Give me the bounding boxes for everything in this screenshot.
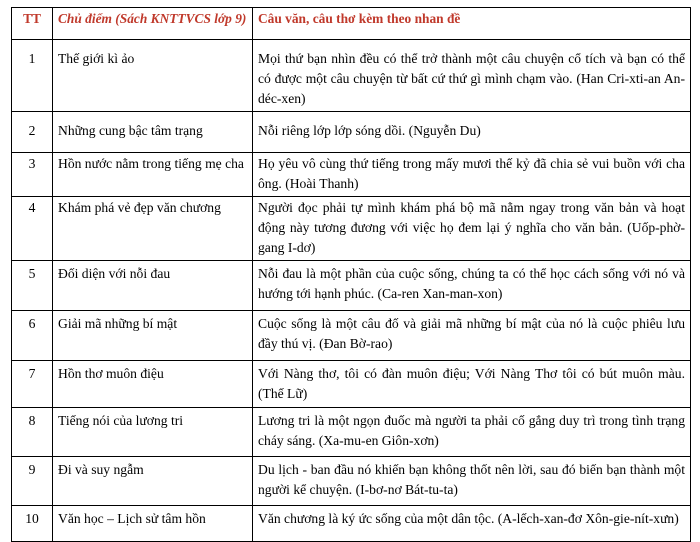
row-quote: Cuộc sống là một câu đố và giải mã những bí mật của nó là cuộc phiêu lưu đầy thú vị. (Đan Bờ-rao) <box>253 311 691 361</box>
header-tt: TT <box>12 8 53 40</box>
table-row <box>12 408 691 457</box>
table-row <box>12 40 691 112</box>
row-number: 1 <box>12 40 53 112</box>
table-row <box>12 197 691 261</box>
header-topic: Chủ điểm (Sách KNTTVCS lớp 9) <box>53 8 253 40</box>
row-number: 9 <box>12 457 53 506</box>
row-number: 8 <box>12 408 53 457</box>
row-topic: Văn học – Lịch sử tâm hồn <box>53 506 253 542</box>
row-topic: Đi và suy ngẫm <box>53 457 253 506</box>
table-header-row <box>12 8 691 40</box>
row-topic: Hồn thơ muôn điệu <box>53 361 253 408</box>
table-row <box>12 311 691 361</box>
row-number: 4 <box>12 197 53 261</box>
header-quote: Câu văn, câu thơ kèm theo nhan đề <box>253 8 691 40</box>
row-topic: Hồn nước nằm trong tiếng mẹ cha <box>53 153 253 197</box>
row-topic: Khám phá vẻ đẹp văn chương <box>53 197 253 261</box>
table-row <box>12 361 691 408</box>
row-topic: Tiếng nói của lương tri <box>53 408 253 457</box>
row-quote: Văn chương là ký ức sống của một dân tộc. (A-lếch-xan-đơ Xôn-gie-nít-xưn) <box>253 506 691 542</box>
row-quote: Nỗi đau là một phần của cuộc sống, chúng ta có thể học cách sống với nó và hướng tới hạnh phúc. (Ca-ren Xan-man-xon) <box>253 261 691 311</box>
row-number: 3 <box>12 153 53 197</box>
row-number: 10 <box>12 506 53 542</box>
row-quote: Lương tri là một ngọn đuốc mà người ta phải cố gắng duy trì trong tình trạng cháy sáng. (Xa-mu-en Giôn-xơn) <box>253 408 691 457</box>
row-quote: Nỗi riêng lớp lớp sóng dồi. (Nguyễn Du) <box>253 112 691 153</box>
table-row <box>12 261 691 311</box>
row-quote: Với Nàng thơ, tôi có đàn muôn điệu; Với Nàng Thơ tôi có bút muôn màu. (Thế Lữ) <box>253 361 691 408</box>
row-quote: Du lịch - ban đầu nó khiến bạn không thốt nên lời, sau đó biến bạn thành một người kể chuyện. (I-bơ-nơ Bát-tu-ta) <box>253 457 691 506</box>
row-number: 2 <box>12 112 53 153</box>
table-row <box>12 112 691 153</box>
row-number: 7 <box>12 361 53 408</box>
table-row <box>12 457 691 506</box>
row-topic: Giải mã những bí mật <box>53 311 253 361</box>
row-number: 5 <box>12 261 53 311</box>
row-topic: Đối diện với nỗi đau <box>53 261 253 311</box>
row-topic: Những cung bậc tâm trạng <box>53 112 253 153</box>
row-quote: Họ yêu vô cùng thứ tiếng trong mấy mươi thế kỷ đã chia sẻ vui buồn với cha ông. (Hoài Thanh) <box>253 153 691 197</box>
table-row <box>12 506 691 542</box>
row-topic: Thế giới kì ảo <box>53 40 253 112</box>
row-quote: Người đọc phải tự mình khám phá bộ mã nằm ngay trong văn bản và hoạt động này tương đương với việc họ đem lại ý nghĩa cho văn bản. (Uốp-phờ-gang I-dơ) <box>253 197 691 261</box>
row-quote: Mọi thứ bạn nhìn đều có thể trở thành một câu chuyện cổ tích và bạn có thể có được một câu chuyện từ bất cứ thứ gì mình chạm vào. (Han Cri-xti-an An-déc-xen) <box>253 40 691 112</box>
topic-quote-table <box>11 7 691 542</box>
row-number: 6 <box>12 311 53 361</box>
table-row <box>12 153 691 197</box>
